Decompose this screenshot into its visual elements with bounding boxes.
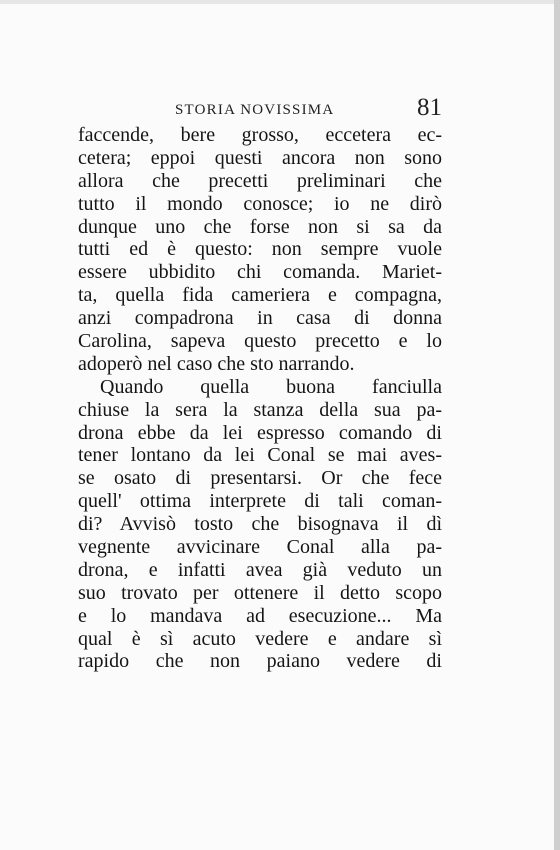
page-header — [78, 96, 442, 126]
text-line: faccende, bere grosso, eccetera ec- — [78, 124, 442, 146]
text-line: drona ebbe da lei espresso comando di — [78, 421, 442, 444]
page-number: 81 — [417, 94, 442, 121]
text-line: cetera; eppoi questi ancora non sono — [78, 146, 442, 169]
text-line: quell' ottima interprete di tali coman- — [78, 490, 442, 513]
text-line: tutti ed è questo: non sempre vuole — [78, 238, 442, 261]
text-line: chiuse la sera la stanza della sua pa- — [78, 398, 442, 421]
text-line: rapido che non paiano vedere di — [78, 650, 442, 673]
text-line: allora che precetti preliminari che — [78, 169, 442, 192]
text-line: essere ubbidito chi comanda. Mariet- — [78, 261, 442, 284]
text-line: anzi compadrona in casa di donna — [78, 307, 442, 330]
text-line: vegnente avvicinare Conal alla pa- — [78, 536, 442, 559]
text-line: tener lontano da lei Conal se mai aves- — [78, 444, 442, 467]
running-title: STORIA NOVISSIMA — [175, 102, 335, 118]
text-line: Carolina, sapeva questo precetto e lo — [78, 330, 442, 353]
text-line: e lo mandava ad esecuzione... Ma — [78, 604, 442, 627]
body-text — [78, 124, 442, 673]
text-line: ta, quella fida cameriera e compagna, — [78, 284, 442, 307]
text-line: se osato di presentarsi. Or che fece — [78, 467, 442, 490]
page-top-edge — [0, 0, 560, 4]
text-line: tutto il mondo conosce; io ne dirò — [78, 192, 442, 215]
text-line: qual è sì acuto vedere e andare sì — [78, 627, 442, 650]
text-line: suo trovato per ottenere il detto scopo — [78, 581, 442, 604]
text-line: dunque uno che forse non si sa da — [78, 215, 442, 238]
page-right-edge — [554, 0, 560, 850]
text-line: di? Avvisò tosto che bisognava il dì — [78, 513, 442, 536]
text-line: drona, e infatti avea già veduto un — [78, 558, 442, 581]
text-line: adoperò nel caso che sto narrando. — [78, 352, 355, 375]
text-line-paragraph-start: Quando quella buona fanciulla — [100, 375, 442, 398]
